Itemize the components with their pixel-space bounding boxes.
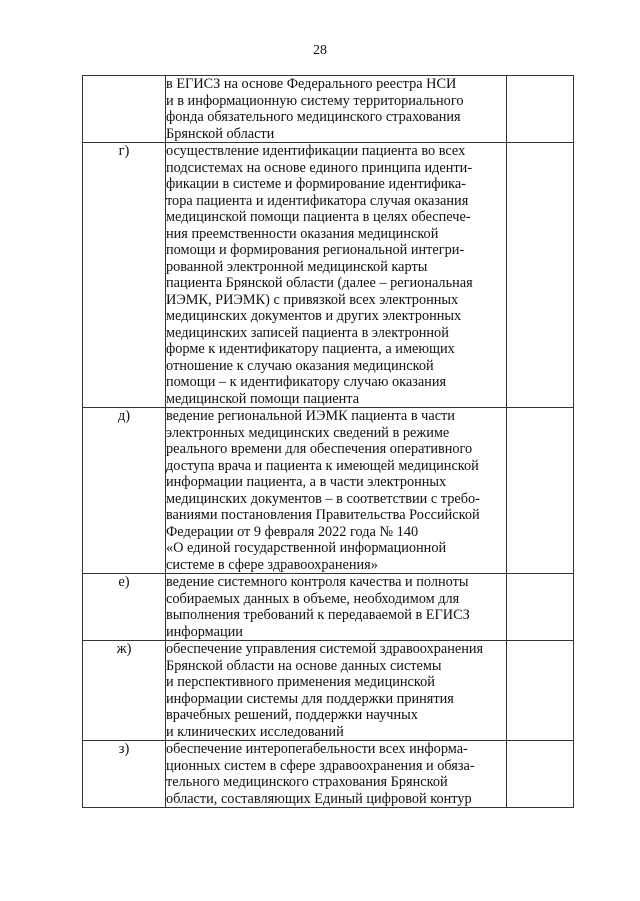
- text-line: реального времени для обеспечения оперативного: [166, 441, 473, 457]
- text-line: ваниями постановления Правительства Российской: [166, 507, 480, 523]
- text-line: отношение к случаю оказания медицинской: [166, 357, 434, 374]
- text-line: медицинской помощи пациента: [166, 390, 360, 407]
- text-line: и клинических исследований: [166, 723, 344, 740]
- text-line: помощи и формирования региональной интегри-: [166, 242, 465, 258]
- text-line: Федерации от 9 февраля 2022 года № 140: [166, 523, 419, 540]
- empty-cell: [507, 143, 574, 408]
- text-line: информации пациента, а в части электронных: [166, 474, 447, 490]
- table-row: [83, 408, 574, 574]
- table-row: [83, 641, 574, 741]
- text-line: электронных медицинских сведений в режиме: [166, 424, 450, 441]
- text-line: медицинской помощи пациента в целях обеспече-: [166, 209, 471, 225]
- text-line: выполнения требований к передаваемой в ЕГИСЗ: [166, 607, 470, 623]
- text-line: и в информационную систему территориального: [166, 92, 464, 109]
- text-line: помощи – к идентификатору случаю оказания: [166, 374, 447, 390]
- text-line: ведение региональной ИЭМК пациента в части: [166, 408, 455, 424]
- item-text: [166, 574, 507, 641]
- text-line: врачебных решений, поддержки научных: [166, 707, 418, 723]
- table-row: [83, 76, 574, 143]
- table-row: [83, 143, 574, 408]
- text-line: тельного медицинского страхования Брянской: [166, 774, 448, 790]
- text-line: «О единой государственной информационной: [166, 540, 447, 556]
- item-letter: г): [83, 143, 166, 408]
- text-line: доступа врача и пациента к имеющей медицинской: [166, 457, 479, 474]
- empty-cell: [507, 408, 574, 574]
- text-line: подсистемах на основе единого принципа иденти-: [166, 159, 473, 176]
- item-letter: з): [83, 741, 166, 808]
- text-line: тора пациента и идентификатора случая оказания: [166, 192, 469, 209]
- text-line: Брянской области на основе данных системы: [166, 657, 442, 674]
- text-line: ведение системного контроля качества и полноты: [166, 574, 469, 590]
- item-letter: ж): [83, 641, 166, 741]
- empty-cell: [507, 574, 574, 641]
- text-line: обеспечение управления системой здравоохранения: [166, 641, 484, 657]
- text-line: медицинских записей пациента в электронной: [166, 324, 449, 341]
- text-line: ния преемственности оказания медицинской: [166, 225, 439, 242]
- item-letter: [83, 76, 166, 143]
- item-text: [166, 641, 507, 741]
- text-line: рованной электронной медицинской карты: [166, 258, 428, 275]
- item-text: [166, 76, 507, 143]
- empty-cell: [507, 741, 574, 808]
- table-row: [83, 574, 574, 641]
- text-line: в ЕГИСЗ на основе Федерального реестра НСИ: [166, 76, 457, 92]
- text-line: Брянской области: [166, 125, 275, 142]
- text-line: фикации в системе и формирование идентифика-: [166, 176, 467, 192]
- text-line: фонда обязательного медицинского страхования: [166, 109, 461, 125]
- item-letter: е): [83, 574, 166, 641]
- text-line: области, составляющих Единый цифровой контур: [166, 790, 472, 807]
- text-line: системе в сфере здравоохранения»: [166, 556, 378, 573]
- table-row: [83, 741, 574, 808]
- empty-cell: [507, 76, 574, 143]
- text-line: пациента Брянской области (далее – региональная: [166, 275, 473, 291]
- text-line: и перспективного применения медицинской: [166, 674, 435, 690]
- text-line: информации системы для поддержки принятия: [166, 690, 454, 707]
- item-letter: д): [83, 408, 166, 574]
- empty-cell: [507, 641, 574, 741]
- text-line: осуществление идентификации пациента во всех: [166, 143, 466, 159]
- text-line: ИЭМК, РИЭМК) с привязкой всех электронных: [166, 291, 459, 308]
- document-table: [82, 75, 574, 808]
- item-text: [166, 741, 507, 808]
- text-line: форме к идентификатору пациента, а имеющих: [166, 341, 455, 357]
- item-text: [166, 143, 507, 408]
- page-number: 28: [313, 43, 327, 58]
- text-line: медицинских документов и других электронных: [166, 308, 462, 324]
- text-line: обеспечение интеропerабельности всех информа-: [166, 741, 468, 757]
- text-line: ционных систем в сфере здравоохранения и обяза-: [166, 757, 475, 774]
- item-text: [166, 408, 507, 574]
- document-table-body: [83, 76, 574, 808]
- text-line: медицинских документов – в соответствии с требо-: [166, 490, 480, 507]
- text-line: собираемых данных в объеме, необходимом для: [166, 590, 460, 607]
- text-line: информации: [166, 623, 243, 640]
